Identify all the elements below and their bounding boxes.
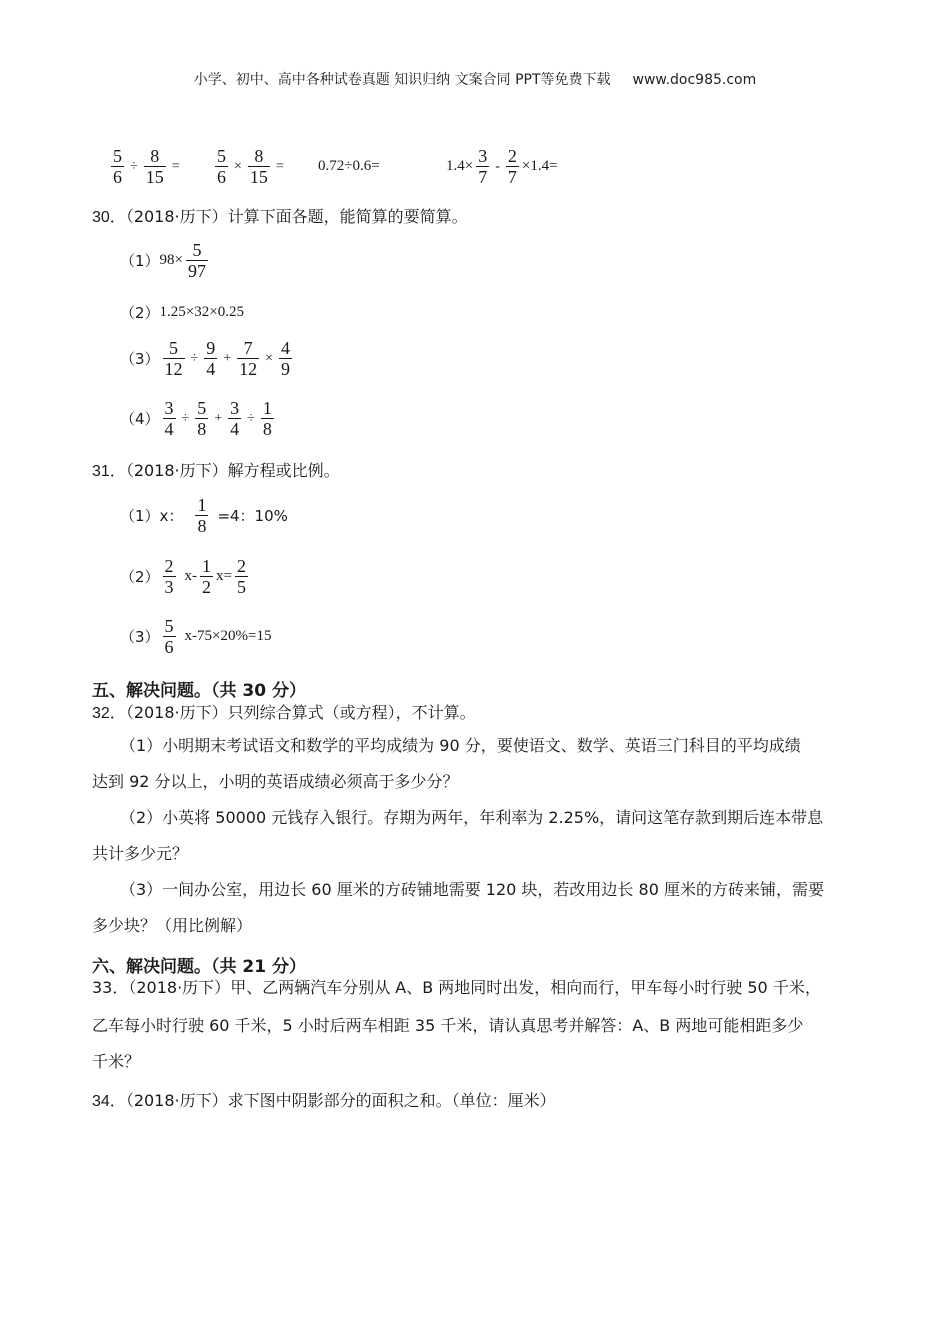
fraction: $\frac{8}{15}$	[145, 146, 164, 187]
fraction: $\frac{5}{6}$	[164, 616, 174, 657]
page-header	[0, 69, 950, 89]
q31-part-2: （2） $\frac{2}{3}$ x- $\frac{1}{2}$ x= $\frac{2}{5}$	[120, 556, 247, 597]
section-5-heading: 五、解决问题。（共 30 分）	[92, 681, 306, 701]
fraction: $\frac{8}{15}$	[249, 146, 268, 187]
question-30: 30．（2018·历下）计算下面各题，能简算的要简算。	[92, 207, 468, 226]
q30-part-2: （2） 1.25×32×0.25	[120, 304, 244, 322]
q32-part-1-line-1: （1）小明期末考试语文和数学的平均成绩为 90 分，要使语文、数学、英语三门科目的平均成绩	[120, 736, 801, 755]
fraction: $\frac{5}{6}$	[217, 146, 226, 187]
q31-part-1: （1） x： $\frac{1}{8}$ =4：10%	[120, 495, 288, 536]
question-32: 32．（2018·历下）只列综合算式（或方程），不计算。	[92, 703, 476, 722]
fraction: $\frac{4}{9}$	[281, 338, 291, 379]
question-33-line-1: 33．（2018·历下）甲、乙两辆汽车分别从 A、B 两地同时出发，相向而行，甲车每小时行驶 50 千米，	[92, 978, 821, 997]
calc-expr-1: $\frac{5}{6}$ ÷ $\frac{8}{15}$ =	[113, 146, 180, 187]
fraction: $\frac{7}{12}$	[239, 338, 258, 379]
q32-part-1-line-2: 达到 92 分以上，小明的英语成绩必须高于多少分？	[92, 772, 459, 791]
calc-expr-4: 1.4× $\frac{3}{7}$ - $\frac{2}{7}$ ×1.4=	[446, 146, 558, 187]
q31-part-3: （3） $\frac{5}{6}$ x-75×20%=15	[120, 616, 272, 657]
q32-part-2-line-1: （2）小英将 50000 元钱存入银行。存期为两年，年利率为 2.25%，请问这笔存款到期后连本带息	[120, 808, 824, 827]
fraction: $\frac{5}{97}$	[188, 240, 207, 281]
question-34: 34．（2018·历下）求下图中阴影部分的面积之和。（单位：厘米）	[92, 1091, 556, 1110]
q32-part-3-line-1: （3）一间办公室，用边长 60 厘米的方砖铺地需要 120 块，若改用边长 80 厘米的方砖来铺，需要	[120, 880, 824, 899]
section-6-heading: 六、解决问题。（共 21 分）	[92, 957, 306, 977]
calc-expr-3: 0.72÷0.6=	[318, 158, 380, 174]
q32-part-2-line-2: 共计多少元？	[92, 844, 189, 863]
fraction: $\frac{3}{7}$	[478, 146, 488, 187]
fraction: $\frac{3}{4}$	[230, 398, 240, 439]
fraction: $\frac{1}{8}$	[262, 398, 272, 439]
question-33-line-3: 千米？	[92, 1052, 141, 1071]
fraction: $\frac{1}{8}$	[197, 495, 207, 536]
q30-part-4: （4） $\frac{3}{4}$ ÷ $\frac{5}{8}$ + $\frac{3}{4}$ ÷ $\frac{1}{8}$	[120, 398, 272, 439]
question-33-line-2: 乙车每小时行驶 60 千米，5 小时后两车相距 35 千米，请认真思考并解答：A、B 两地可能相距多少	[92, 1016, 804, 1035]
fraction: $\frac{1}{2}$	[202, 556, 212, 597]
fraction: $\frac{5}{8}$	[197, 398, 207, 439]
fraction: $\frac{9}{4}$	[206, 338, 216, 379]
q32-part-3-line-2: 多少块？（用比例解）	[92, 916, 253, 935]
fraction: $\frac{3}{4}$	[164, 398, 174, 439]
calc-expr-2: $\frac{5}{6}$ × $\frac{8}{15}$ =	[217, 146, 284, 187]
fraction: $\frac{2}{5}$	[237, 556, 247, 597]
fraction: $\frac{2}{7}$	[507, 146, 517, 187]
fraction: $\frac{5}{6}$	[113, 146, 122, 187]
header-site: www.doc985.com	[632, 72, 757, 88]
question-31: 31．（2018·历下）解方程或比例。	[92, 461, 340, 480]
q30-part-3: （3） $\frac{5}{12}$ ÷ $\frac{9}{4}$ + $\frac{7}{12}$ × $\frac{4}{9}$	[120, 338, 291, 379]
header-text: 小学、初中、高中各种试卷真题 知识归纳 文案合同 PPT等免费下载	[193, 72, 611, 88]
fraction: $\frac{5}{12}$	[164, 338, 183, 379]
q30-part-1: （1） 98× $\frac{5}{97}$	[120, 240, 207, 281]
fraction: $\frac{2}{3}$	[164, 556, 174, 597]
